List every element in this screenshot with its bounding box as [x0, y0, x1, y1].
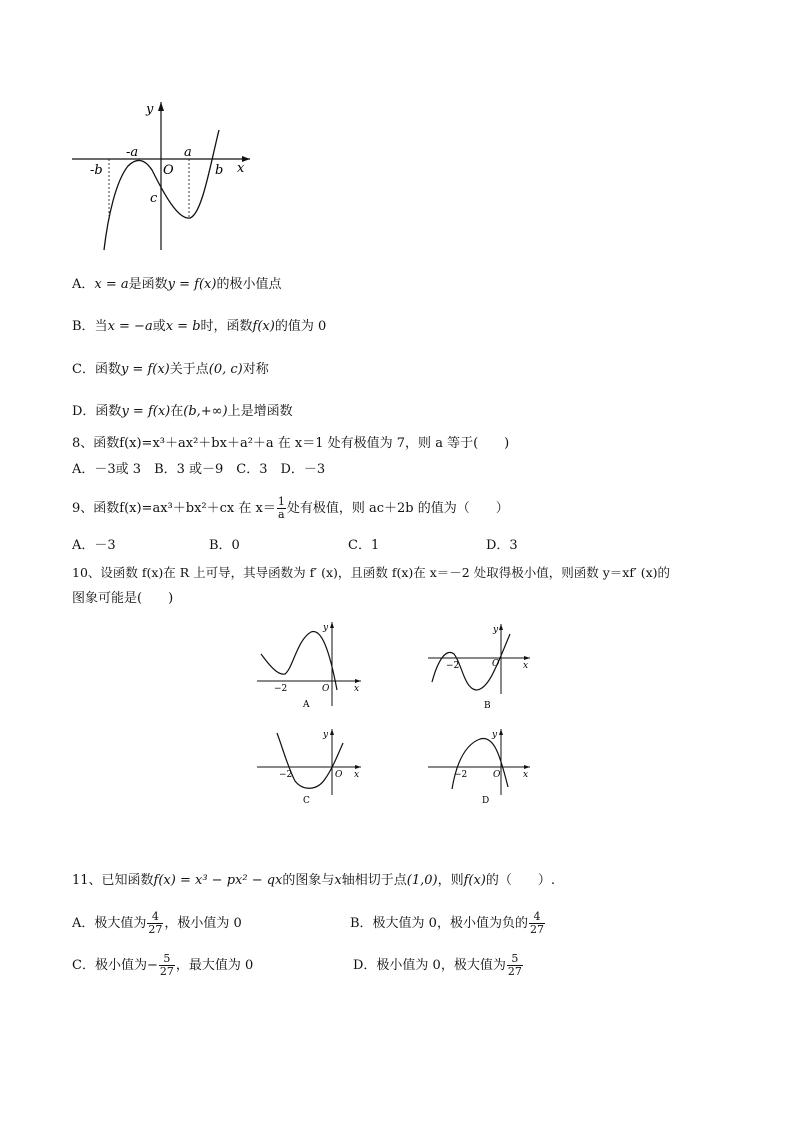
q10-graph-d: [424, 725, 534, 811]
q7-option-c: C．函数y = f(x)关于点(0, c)对称: [72, 362, 269, 377]
q11-option-b: B．极大值为 0，极小值为负的 $\frac{4}{27}$: [350, 910, 544, 936]
label-c: c: [150, 191, 158, 206]
svg-text:O: O: [493, 770, 501, 780]
q10-stem-line2: 图象可能是( ): [72, 591, 174, 606]
svg-text:y: y: [492, 730, 498, 740]
q9-stem: 9、函数f(x)=ax³＋bx²＋cx 在 x＝ $\frac{1}{a}$ 处有极值，则 ac＋2b 的值为（ ）: [72, 495, 509, 521]
svg-text:x: x: [354, 770, 360, 780]
graph-a-label: A: [303, 700, 310, 710]
svg-text:x: x: [523, 770, 529, 780]
q7-option-d: D．函数y = f(x)在(b,+∞)上是增函数: [72, 404, 293, 419]
svg-text:y: y: [323, 730, 329, 740]
label-a: a: [184, 145, 192, 160]
graph-b-label: B: [484, 701, 491, 711]
svg-text:−2: −2: [446, 661, 460, 671]
q7-option-b: B．当x = −a或x = b时，函数f(x)的值为 0: [72, 319, 327, 334]
label-y: y: [146, 102, 154, 117]
q7-option-a: A．x = a是函数y = f(x)的极小值点: [72, 277, 282, 292]
svg-text:x: x: [523, 661, 529, 671]
q8-options: A．－3或 3 B．3 或－9 C．3 D．－3: [72, 462, 326, 477]
q9-fraction: $\frac{1}{a}$: [277, 495, 285, 521]
q10-graph-b: [424, 620, 534, 712]
q11-stem: 11、已知函数f(x) = x³ − px² − qx的图象与x轴相切于点(1,0)，则f(x)的（ ）.: [72, 873, 556, 888]
q11-option-a: A．极大值为 $\frac{4}{27}$ ，极小值为 0: [72, 910, 242, 936]
label-o: O: [163, 163, 174, 178]
q9-option-a: A．－3: [72, 538, 116, 553]
graph-c-label: C: [303, 796, 310, 806]
label-neg-a: -a: [126, 145, 139, 160]
q8-stem: 8、函数f(x)=x³＋ax²＋bx＋a²＋a 在 x＝1 处有极值为 7，则 a 等于( ): [72, 436, 510, 451]
svg-text:−2: −2: [454, 770, 468, 780]
svg-text:x: x: [354, 684, 360, 694]
q9-option-c: C．1: [348, 538, 380, 553]
svg-text:O: O: [335, 770, 343, 780]
q10-stem-line1: 10、设函数 f(x)在 R 上可导，其导函数为 f′ (x)，且函数 f(x)在 x＝－2 处取得极小值，则函数 y＝xf′ (x)的: [72, 565, 671, 580]
y-axis-arrow: [158, 102, 164, 111]
q11-option-d: D．极小值为 0，极大值为 $\frac{5}{27}$: [353, 952, 522, 978]
label-b: b: [215, 163, 224, 178]
svg-text:y: y: [493, 625, 499, 635]
label-x: x: [237, 161, 245, 176]
q10-graph-a: [255, 618, 365, 710]
svg-text:y: y: [323, 623, 329, 633]
svg-text:O: O: [492, 659, 500, 669]
q11-option-c: C．极小值为− $\frac{5}{27}$ ，最大值为 0: [72, 952, 254, 978]
svg-text:O: O: [322, 684, 330, 694]
q9-option-d: D．3: [486, 538, 518, 553]
q10-graph-c: [255, 725, 365, 811]
svg-text:−2: −2: [279, 770, 293, 780]
label-neg-b: -b: [90, 163, 103, 178]
svg-text:−2: −2: [274, 684, 288, 694]
q7-function-graph: [66, 96, 256, 256]
q9-option-b: B．0: [209, 538, 240, 553]
graph-d-label: D: [482, 796, 490, 806]
